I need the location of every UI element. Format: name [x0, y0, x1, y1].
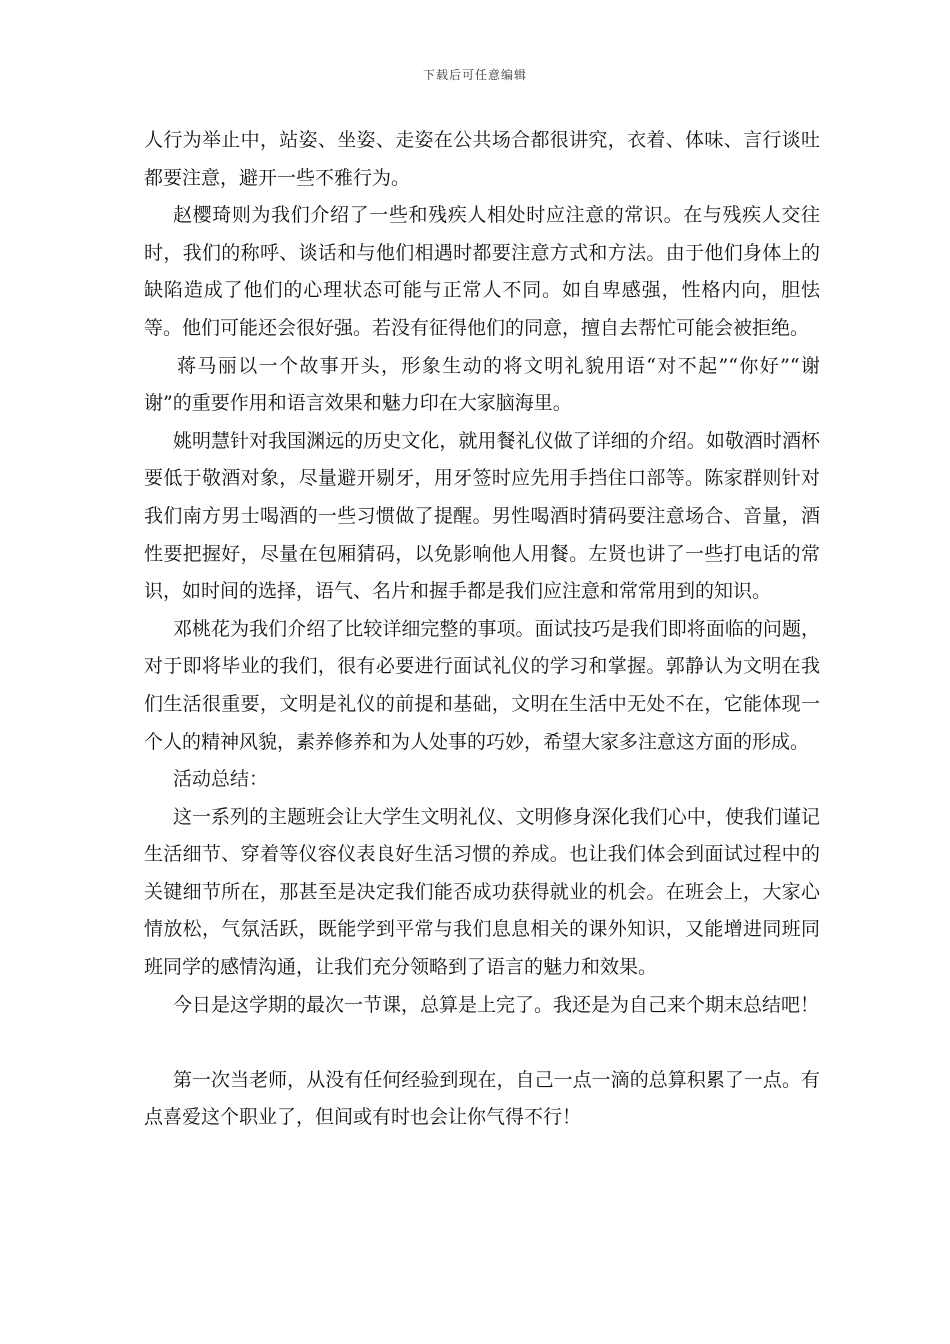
paragraph-2: 赵樱琦则为我们介绍了一些和残疾人相处时应注意的常识。在与残疾人交往时，我们的称呼、谈话和与他们相遇时都要注意方式和方法。由于他们身体上的缺陷造成了他们的心理状态可能与正常人不同。如自卑感强，性格内向，胆怯等。他们可能还会很好强。若没有征得他们的同意，擅自去帮忙可能会被拒绝。 — [144, 204, 820, 339]
paragraph-5: 邓桃花为我们介绍了比较详细完整的事项。面试技巧是我们即将面临的问题，对于即将毕业的我们，很有必要进行面试礼仪的学习和掌握。郭静认为文明在我们生活很重要，文明是礼仪的前提和基础，文明在生活中无处不在，它能体现一个人的精神风貌，素养修养和为人处事的巧妙，希望大家多注意这方面的形成。 — [144, 617, 820, 753]
paragraph-1: 人行为举止中，站姿、坐姿、走姿在公共场合都很讲究，衣着、体味、言行谈吐都要注意，避开一些不雅行为。 — [144, 129, 820, 189]
document-body — [144, 122, 820, 1137]
paragraph-6: 活动总结： — [173, 768, 269, 791]
paragraph-4: 姚明慧针对我国渊远的历史文化，就用餐礼仪做了详细的介绍。如敬酒时酒杯要低于敬酒对象，尽量避开剔牙，用牙签时应先用手挡住口部等。陈家群则针对我们南方男士喝酒的一些习惯做了提醒。男性喝酒时猜码要注意场合、音量，酒性要把握好，尽量在包厢猜码，以免影响他人用餐。左贤也讲了一些打电话的常识，如时间的选择，语气、名片和握手都是我们应注意和常常用到的知识。 — [144, 429, 820, 603]
paragraph-9: 第一次当老师，从没有任何经验到现在，自己一点一滴的总算积累了一点。有点喜爱这个职业了，但间或有时也会让你气得不行！ — [144, 1068, 820, 1129]
paragraph-7: 这一系列的主题班会让大学生文明礼仪、文明修身深化我们心中，使我们谨记生活细节、穿着等仪容仪表良好生活习惯的养成。也让我们体会到面试过程中的关键细节所在，那甚至是决定我们能否成功获得就业的机会。在班会上，大家心情放松，气氛活跃，既能学到平常与我们息息相关的课外知识，又能增进同班同班同学的感情沟通，让我们充分领略到了语言的魅力和效果。 — [144, 805, 820, 979]
blank-line — [144, 1024, 820, 1062]
page-header-watermark: 下载后可任意编辑 — [422, 68, 527, 82]
paragraph-8: 今日是这学期的最次一节课，总算是上完了。我还是为自己来个期末总结吧！ — [173, 993, 820, 1016]
paragraph-3: 蒋马丽以一个故事开头，形象生动的将文明礼貌用语“对不起”“你好”“谢谢”的重要作用和语言效果和魅力印在大家脑海里。 — [144, 354, 820, 415]
